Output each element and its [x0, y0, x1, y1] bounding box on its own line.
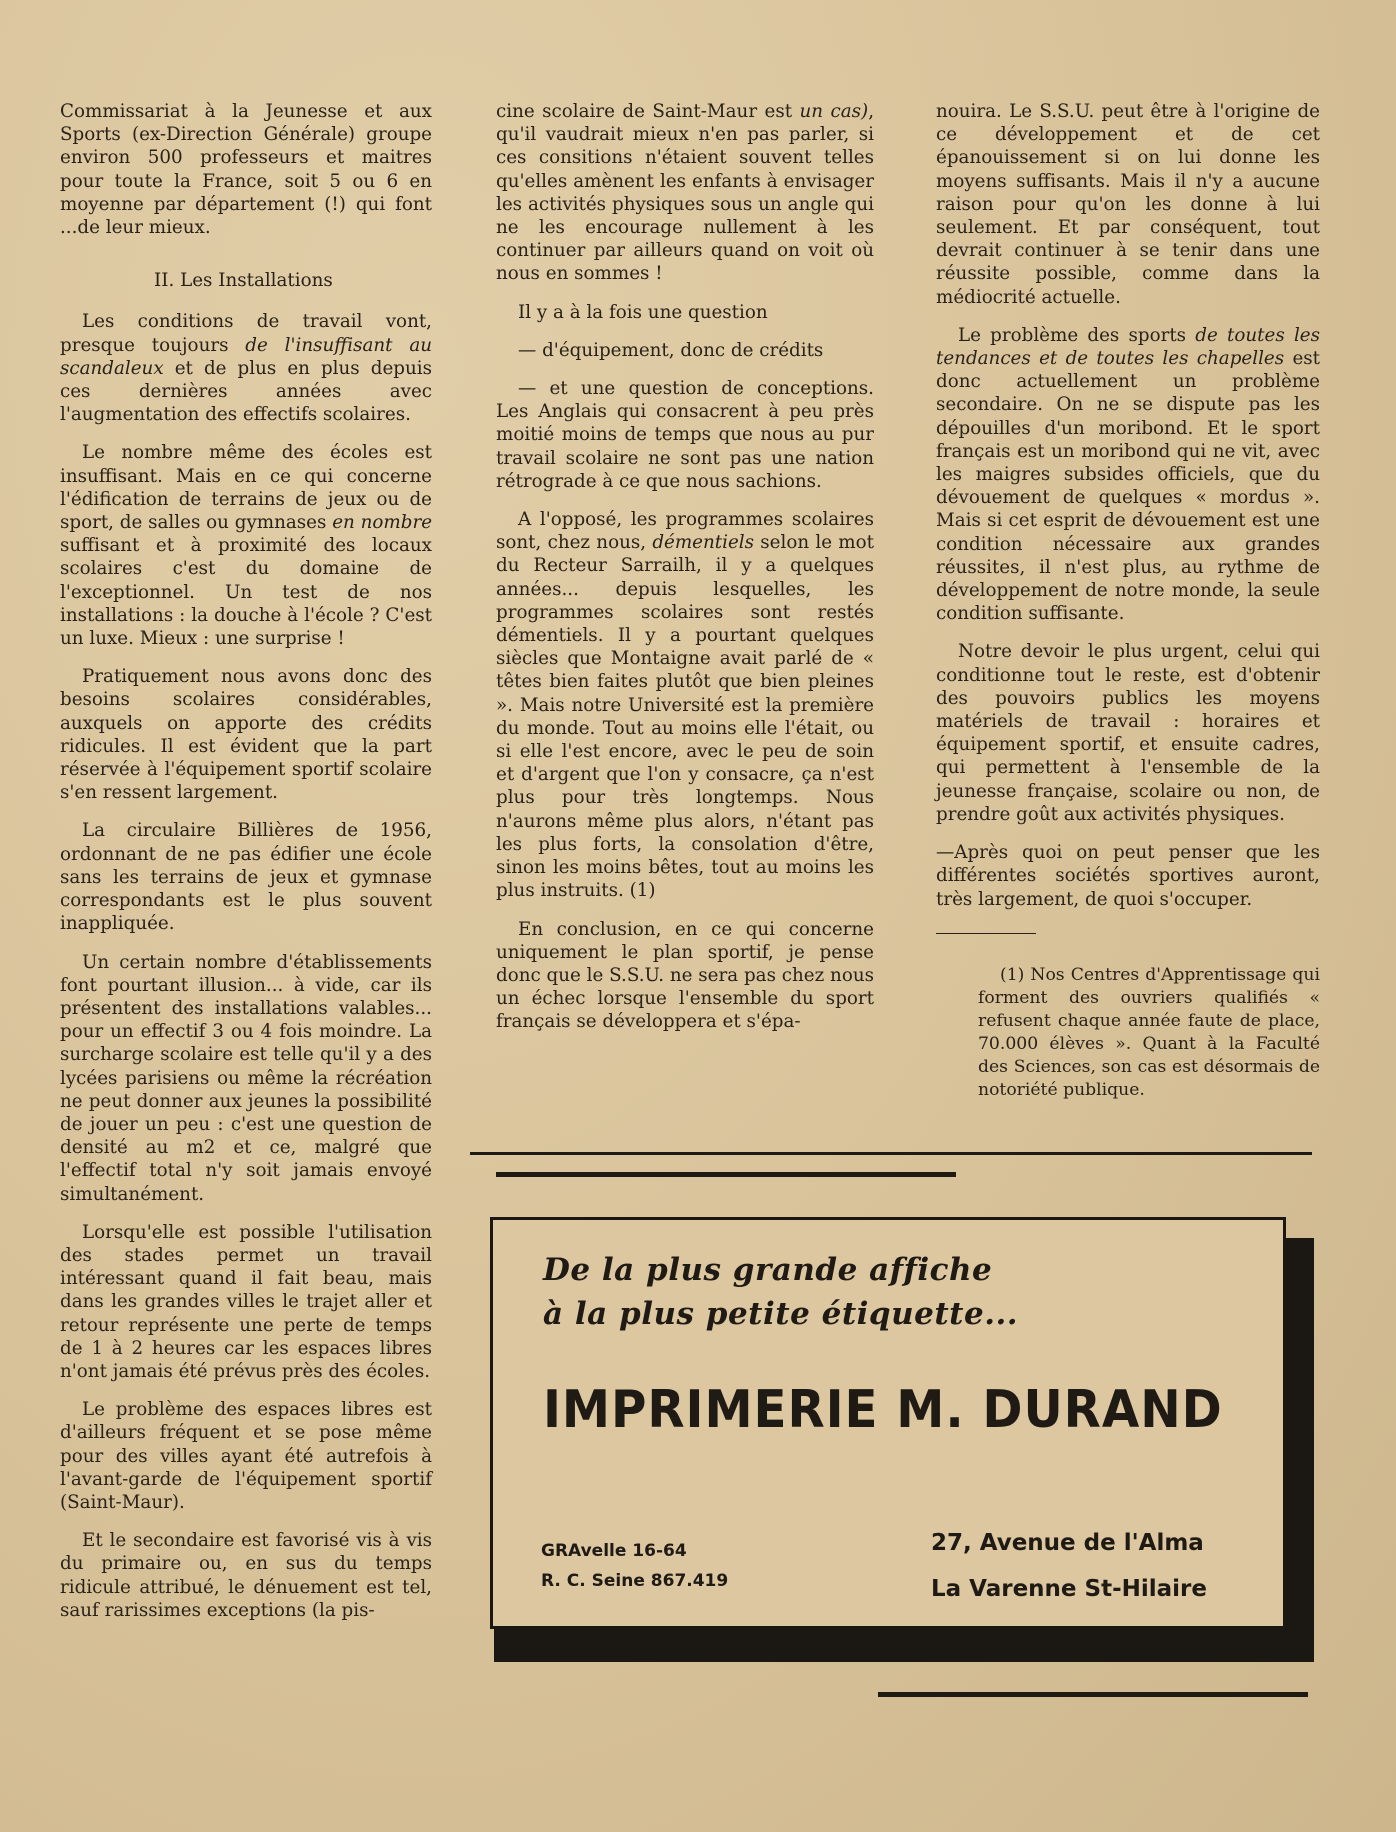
paragraph: A l'opposé, les programmes scolaires sont, chez nous, démentiels selon le mot du Recteur Sarrailh, il y a quelques années... depuis lesquelles, les programmes scolaires sont restés démentiels. Il y a pourtant quelques siècles que Montaigne avait parlé de « têtes bien faites plutôt que bien pleines ». Mais notre Université est la première du monde. Tout au moins elle l'était, ou si elle l'est encore, avec le peu de soin et d'argent que l'on y consacre, ça n'est plus pour très longtemps. Nous n'aurons même plus alors, n'étant pas les plus forts, la consolation d'être, sinon les moins bêtes, tout au moins les plus instruits. (1): [496, 509, 874, 902]
ad-rule-short: [496, 1172, 956, 1177]
paragraph: Et le secondaire est favorisé vis à vis du primaire ou, en sus du temps ridicule attribué, le dénuement est tel, sauf rarissimes exceptions (la pis-: [60, 1530, 432, 1621]
paragraph: Les conditions de travail vont, presque toujours de l'insuffisant au scandaleux et de plus en plus depuis ces dernières années avec l'augmentation des effectifs scolaires.: [60, 311, 432, 426]
paragraph: En conclusion, en ce qui concerne uniquement le plan sportif, je pense donc que le S.S.U. ne sera pas chez nous un échec lorsque l'ensemble du sport français se développera et s'épa-: [496, 918, 874, 1033]
ad-company-name: IMPRIMERIE M. DURAND: [543, 1380, 1223, 1440]
paragraph: —Après quoi on peut penser que les différentes sociétés sportives auront, très largement, de quoi s'occuper.: [936, 842, 1320, 910]
ad-bottom-rule: [878, 1692, 1308, 1697]
footnote-divider: [936, 933, 1036, 934]
paragraph: Le problème des espaces libres est d'ailleurs fréquent et se pose même pour des villes ayant été autrefois à l'avant-garde de l'équipement sportif (Saint-Maur).: [60, 1399, 432, 1513]
section-heading: II. Les Installations: [154, 270, 333, 292]
ad-tagline-line1: De la plus grande affiche: [543, 1252, 993, 1288]
paragraph: Le nombre même des écoles est insuffisant. Mais en ce qui concerne l'édification de terrains de jeux ou de sport, de salles ou gymnases en nombre suffisant et à proximité des locaux scolaires c'est du domaine de l'exceptionnel. Un test de nos installations : la douche à l'école ? C'est un luxe. Mieux : une surprise !: [60, 442, 433, 650]
ad-top-rule: [470, 1152, 1312, 1155]
ad-address: [931, 1520, 1207, 1612]
paragraph: Un certain nombre d'établissements font pourtant illusion... à vide, car ils présentent des installations valables... pour un effectif 3 ou 4 fois moindre. La surcharge scolaire est telle qu'il y a des lycées parisiens ou même la récréation ne peut donner aux jeunes la possibilité de jouer un peu : c'est une question de densité au m2 et ce, malgré que l'effectif total n'y soit jamais envoyé simultanément.: [60, 951, 432, 1205]
paragraph: Le problème des sports de toutes les tendances et de toutes les chapelles est donc actuellement un problème secondaire. On ne se dispute pas les dépouilles d'un moribond. Et le sport français est un moribond qui ne vit, avec les maigres subsides officiels, que du dévouement de quelques « mordus ». Mais si cet esprit de dévouement est une condition nécessaire aux grandes réussites, il n'est plus, au rythme de développement de notre monde, la seule condition suffisante.: [936, 324, 1320, 625]
ad-address-line1: 27, Avenue de l'Alma: [930, 1530, 1204, 1556]
ad-tagline-line2: à la plus petite étiquette...: [543, 1296, 1019, 1332]
paragraph: Lorsqu'elle est possible l'utilisation des stades permet un travail intéressant quand il fait beau, mais dans les grandes villes le trajet aller et retour représente une perte de temps de 1 à 2 heures car les espaces libres n'ont jamais été prévus près des écoles.: [60, 1221, 432, 1382]
ad-registration: R. C. Seine 867.419: [541, 1571, 729, 1591]
ad-address-line2: La Varenne St-Hilaire: [930, 1576, 1207, 1602]
printer-advertisement: [490, 1217, 1286, 1629]
footnote: (1) Nos Centres d'Apprentissage qui forment des ouvriers qualifiés « refusent chaque année faute de place, 70.000 élèves ». Quant à la Faculté des Sciences, son cas est désormais de notoriété publique.: [978, 964, 1320, 1100]
paragraph: La circulaire Billières de 1956, ordonnant de ne pas édifier une école sans les terrains de jeux et gymnase correspondants est le plus souvent inappliquée.: [60, 820, 432, 935]
ad-contact: [541, 1536, 728, 1596]
paragraph: nouira. Le S.S.U. peut être à l'origine de ce développement et de cet épanouissement si on lui donne les moyens suffisants. Mais il n'y a aucune raison pour qu'on les donne à lui seulement. Et par conséquent, tout devrait continuer à se tenir dans une réussite possible, comme dans la médiocrité actuelle.: [936, 101, 1320, 308]
paragraph: Notre devoir le plus urgent, celui qui conditionne tout le reste, est d'obtenir des pouvoirs publics les moyens matériels de travail : horaires et équipement sportif, et ensuite cadres, qui permettent à l'ensemble de la jeunesse française, scolaire ou non, de prendre goût aux activités physiques.: [936, 641, 1320, 825]
paragraph: Il y a à la fois une question: [518, 301, 768, 323]
paragraph: cine scolaire de Saint-Maur est un cas), qu'il vaudrait mieux n'en pas parler, si ces consitions n'étaient souvent telles qu'elles amènent les enfants à envisager les activités physiques sous un angle qui ne les encourage nullement à les continuer par ailleurs quand on voit où nous en sommes !: [496, 101, 875, 285]
paragraph: Commissariat à la Jeunesse et aux Sports (ex-Direction Générale) groupe environ 500 professeurs et maitres pour toute la France, soit 5 ou 6 en moyenne par département (!) qui font ...de leur mieux.: [60, 101, 432, 239]
paragraph: Pratiquement nous avons donc des besoins scolaires considérables, auxquels on apporte des crédits ridicules. Il est évident que la part réservée à l'équipement sportif scolaire s'en ressent largement.: [60, 666, 432, 804]
paragraph: — d'équipement, donc de crédits: [518, 339, 824, 361]
column-1: [60, 100, 432, 1637]
column-3: [936, 100, 1320, 1117]
ad-phone: GRAvelle 16-64: [541, 1541, 687, 1561]
column-2: [496, 100, 874, 1049]
ad-tagline: [543, 1248, 1018, 1336]
paragraph: — et une question de conceptions. Les Anglais qui consacrent à peu près moitié moins de temps que nous au pur travail scolaire ne sont pas une nation rétrograde à ce que nous sachions.: [496, 378, 874, 492]
